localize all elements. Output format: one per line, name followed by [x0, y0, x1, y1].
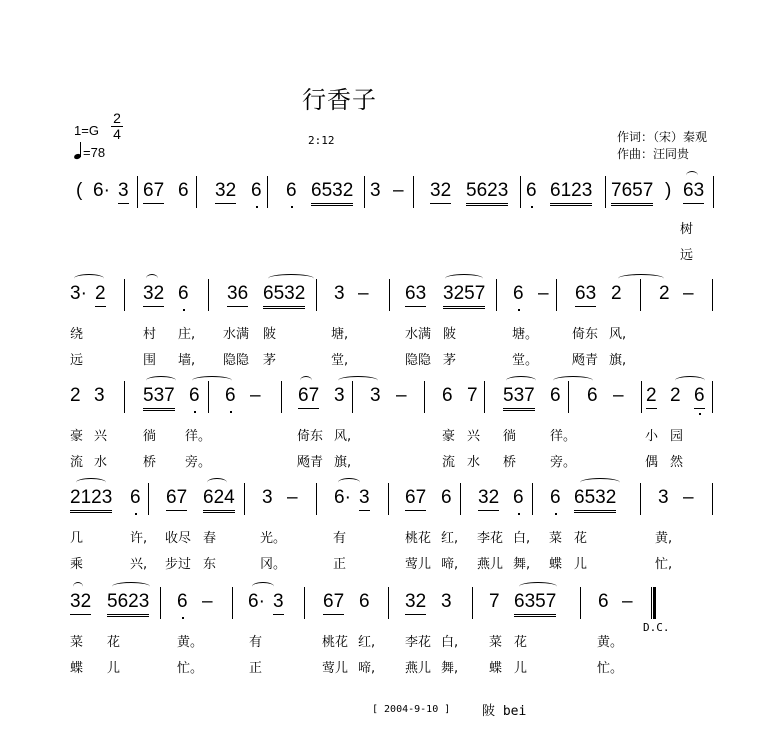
slur-arc	[76, 478, 106, 487]
lyric-verse-2: 飏青	[297, 455, 324, 470]
lyric-verse-1: 水满	[223, 327, 250, 342]
lyric-verse-2: 堂。	[512, 353, 539, 368]
lyric-verse-1: 徜	[503, 429, 517, 444]
note: 67	[143, 180, 164, 204]
lyric-verse-1: 白,	[513, 531, 531, 546]
time-denominator: 4	[113, 126, 121, 142]
note: 6	[550, 385, 561, 406]
lyric-verse-2: 蝶	[549, 557, 563, 572]
tempo-value: =78	[83, 145, 106, 160]
slur-arc	[268, 274, 314, 283]
barline	[389, 279, 390, 311]
lyric-verse-2: 蝶	[70, 661, 84, 676]
barline	[196, 176, 197, 208]
barline	[388, 587, 389, 619]
slur-arc	[146, 274, 158, 283]
slur-arc	[675, 376, 705, 385]
barline	[316, 279, 317, 311]
note: )	[665, 180, 672, 201]
lyric-verse-2: 乘	[70, 557, 84, 572]
note: 3	[359, 487, 370, 511]
note: 7	[489, 591, 500, 612]
note: 5623	[107, 591, 149, 617]
time-signature	[111, 112, 123, 141]
lyric-verse-2: 啼,	[358, 661, 376, 676]
note: 32	[143, 283, 164, 307]
low-octave-dot	[518, 309, 520, 311]
lyric-verse-1: 黄,	[655, 531, 673, 546]
note: 6357	[514, 591, 556, 617]
lyric-verse-2: 旁。	[550, 455, 577, 470]
lyric-verse-2: 茅	[443, 353, 457, 368]
lyric-verse-1: 塘,	[331, 327, 349, 342]
slur-arc	[506, 376, 536, 385]
note: –	[683, 283, 694, 304]
note: –	[393, 180, 404, 201]
lyric-verse-1: 水满	[405, 327, 432, 342]
lyric-verse-1: 陂	[263, 327, 277, 342]
note: 6	[189, 385, 200, 406]
note: 6	[441, 487, 452, 508]
barline	[713, 176, 714, 208]
note: 6	[251, 180, 262, 201]
barline	[232, 587, 233, 619]
note: 3	[94, 385, 105, 406]
note: –	[538, 283, 549, 304]
note: 3	[658, 487, 669, 508]
note: 2	[95, 283, 106, 307]
lyric-verse-2: 流	[70, 455, 84, 470]
lyric-verse-2: 堂,	[331, 353, 349, 368]
lyric-verse-1: 豪	[442, 429, 456, 444]
lyric-verse-1: 红,	[358, 635, 376, 650]
barline	[520, 176, 521, 208]
note: –	[622, 591, 633, 612]
barline	[640, 483, 641, 515]
lyric-verse-1: 豪	[70, 429, 84, 444]
score-row	[0, 283, 774, 368]
note: 6123	[550, 180, 592, 206]
low-octave-dot	[518, 513, 520, 515]
note: 6	[513, 487, 524, 508]
tempo-marking	[74, 142, 105, 160]
barline	[580, 587, 581, 619]
note: 6	[550, 487, 561, 508]
lyric-verse-1: 有	[333, 531, 347, 546]
note: –	[396, 385, 407, 406]
slur-arc	[519, 582, 557, 591]
note: 32	[478, 487, 499, 511]
lyric-verse-2: 莺儿	[322, 661, 349, 676]
lyric-verse-1: 倚东	[297, 429, 324, 444]
lyric-verse-1: 花	[574, 531, 588, 546]
lyric-verse-1: 塘。	[512, 327, 539, 342]
lyric-verse-1: 春	[203, 531, 217, 546]
lyric-verse-2: 燕儿	[477, 557, 504, 572]
lyric-verse-2: 忙。	[177, 661, 204, 676]
note: 537	[143, 385, 175, 411]
slur-arc	[686, 171, 698, 180]
note: 6	[286, 180, 297, 201]
lyric-verse-1: 黄。	[177, 635, 204, 650]
low-octave-dot	[194, 411, 196, 413]
barline	[712, 483, 713, 515]
lyric-verse-2: 围	[143, 353, 157, 368]
barline	[424, 381, 425, 413]
note: 6	[130, 487, 141, 508]
note: 32	[70, 591, 91, 615]
note: 3·	[70, 283, 87, 304]
low-octave-dot	[256, 206, 258, 208]
note: 3	[262, 487, 273, 508]
barline	[208, 381, 209, 413]
barline	[640, 279, 641, 311]
slur-arc	[252, 582, 274, 591]
note: 67	[298, 385, 319, 409]
lyric-verse-2: 东	[203, 557, 217, 572]
score-row	[0, 180, 774, 263]
note: 3	[441, 591, 452, 612]
low-octave-dot	[291, 206, 293, 208]
slur-arc	[74, 274, 104, 283]
note: 63	[575, 283, 596, 307]
barline	[496, 279, 497, 311]
footer-date: [ 2004-9-10 ]	[372, 704, 451, 715]
key-signature: 1=G	[74, 123, 99, 138]
lyric-verse-2: 隐隐	[223, 353, 250, 368]
barline	[364, 176, 365, 208]
lyric-verse-1: 兴	[467, 429, 481, 444]
low-octave-dot	[555, 513, 557, 515]
lyric-verse-1: 徉。	[185, 429, 212, 444]
low-octave-dot	[182, 617, 184, 619]
lyric-verse-1: 李花	[477, 531, 504, 546]
lyric-verse-1: 风,	[334, 429, 352, 444]
note: 624	[203, 487, 235, 513]
lyric-verse-2: 正	[249, 661, 263, 676]
slur-arc	[73, 582, 83, 591]
barline	[484, 381, 485, 413]
barline	[267, 176, 268, 208]
note: 6·	[334, 487, 351, 508]
lyric-verse-1: 桃花	[405, 531, 432, 546]
slur-arc	[445, 274, 483, 283]
lyric-verse-1: 几	[70, 531, 84, 546]
lyric-verse-2: 忙,	[655, 557, 673, 572]
note: 3257	[443, 283, 485, 309]
lyric-verse-2: 桥	[503, 455, 517, 470]
lyric-verse-2: 莺儿	[405, 557, 432, 572]
slur-arc	[146, 376, 176, 385]
barline	[160, 587, 161, 619]
note: 6·	[93, 180, 110, 201]
slur-arc	[618, 274, 664, 283]
lyricist-credit: 作词：（宋）秦观	[617, 130, 708, 144]
note: 6	[526, 180, 537, 201]
song-title: 行香子	[302, 86, 377, 114]
lyric-verse-1: 倚东	[572, 327, 599, 342]
lyric-verse-2: 舞,	[513, 557, 531, 572]
lyric-verse-1: 兴	[94, 429, 108, 444]
lyric-verse-2: 偶	[645, 455, 659, 470]
lyric-verse-2: 正	[333, 557, 347, 572]
note: 2	[646, 385, 657, 409]
lyric-verse-2: 冈。	[260, 557, 287, 572]
barline	[568, 381, 569, 413]
da-capo-mark: D.C.	[643, 621, 670, 634]
lyric-verse-1: 徉。	[550, 429, 577, 444]
lyric-verse-2: 步过	[165, 557, 192, 572]
barline	[124, 381, 125, 413]
lyric-verse-2: 忙。	[597, 661, 624, 676]
slur-arc	[300, 376, 312, 385]
note: 3	[370, 385, 381, 406]
note: 6532	[574, 487, 616, 513]
note: 6532	[263, 283, 305, 309]
lyric-verse-2: 流	[442, 455, 456, 470]
note: 32	[430, 180, 451, 204]
note: 67	[323, 591, 344, 615]
barline	[388, 483, 389, 515]
note: –	[613, 385, 624, 406]
lyric-verse-2: 旁。	[185, 455, 212, 470]
barline	[556, 279, 557, 311]
barline	[532, 483, 533, 515]
note: 6	[442, 385, 453, 406]
barline	[137, 176, 138, 208]
lyric-verse-1: 菜	[549, 531, 563, 546]
note: –	[287, 487, 298, 508]
slur-arc	[338, 376, 378, 385]
barline	[352, 381, 353, 413]
lyric-verse-2: 水	[94, 455, 108, 470]
note: 2	[611, 283, 622, 304]
note: 6	[587, 385, 598, 406]
barline	[281, 381, 282, 413]
quarter-note-icon	[74, 142, 83, 160]
lyric-verse-1: 菜	[70, 635, 84, 650]
note: –	[683, 487, 694, 508]
lyric-verse-1: 红,	[441, 531, 459, 546]
lyric-verse-1: 陂	[443, 327, 457, 342]
note: 67	[405, 487, 426, 511]
note: 36	[227, 283, 248, 307]
note: 3	[334, 385, 345, 406]
note: 2	[659, 283, 670, 304]
note: 3	[370, 180, 381, 201]
note: 7	[467, 385, 478, 406]
barline	[712, 381, 713, 413]
slur-arc	[553, 376, 593, 385]
lyric-verse-1: 花	[107, 635, 121, 650]
note: 6	[177, 591, 188, 612]
barline	[304, 587, 305, 619]
lyric-verse-1: 许,	[130, 531, 148, 546]
slur-arc	[207, 478, 227, 487]
note: 32	[405, 591, 426, 615]
final-barline	[651, 587, 656, 619]
time-numerator: 2	[113, 110, 121, 126]
lyric-verse-1: 花	[514, 635, 528, 650]
note: 32	[215, 180, 236, 204]
lyric-verse-1: 园	[670, 429, 684, 444]
lyric-verse-1: 收尽	[165, 531, 192, 546]
note: 3	[334, 283, 345, 304]
barline	[712, 279, 713, 311]
note: 6	[178, 283, 189, 304]
slur-arc	[580, 478, 620, 487]
lyric-verse-1: 有	[249, 635, 263, 650]
note: 2123	[70, 487, 112, 513]
barline	[472, 587, 473, 619]
note: (	[76, 180, 83, 201]
lyric-verse-1: 风,	[609, 327, 627, 342]
note: 6	[598, 591, 609, 612]
lyric-verse-2: 儿	[107, 661, 121, 676]
note: 63	[683, 180, 704, 204]
lyric-verse-2: 远	[70, 353, 84, 368]
barline	[316, 483, 317, 515]
note: 3	[118, 180, 129, 204]
barline	[244, 483, 245, 515]
score-row	[0, 591, 774, 676]
lyric-verse-1: 村	[143, 327, 157, 342]
barline	[208, 279, 209, 311]
score-row	[0, 487, 774, 572]
lyric-verse-2: 蝶	[489, 661, 503, 676]
low-octave-dot	[135, 513, 137, 515]
lyric-verse-2: 旗,	[334, 455, 352, 470]
lyric-verse-1: 菜	[489, 635, 503, 650]
lyric-verse-2: 兴,	[130, 557, 148, 572]
note: 67	[166, 487, 187, 511]
note: –	[202, 591, 213, 612]
barline	[641, 381, 642, 413]
note: 5623	[466, 180, 508, 206]
lyric-verse-1: 桃花	[322, 635, 349, 650]
lyric-verse-2: 飏青	[572, 353, 599, 368]
lyric-verse-1: 光。	[260, 531, 287, 546]
note: 2	[670, 385, 681, 406]
lyric-verse-1: 白,	[441, 635, 459, 650]
note: 7657	[611, 180, 653, 206]
note: 6	[178, 180, 189, 201]
duration: 2:12	[308, 134, 335, 147]
lyric-verse-2: 儿	[514, 661, 528, 676]
note: –	[250, 385, 261, 406]
note: –	[358, 283, 369, 304]
lyric-verse-2: 儿	[574, 557, 588, 572]
lyric-verse-1: 黄。	[597, 635, 624, 650]
note: 3	[273, 591, 284, 615]
slur-arc	[112, 582, 150, 591]
note: 6532	[311, 180, 353, 206]
low-octave-dot	[183, 309, 185, 311]
low-octave-dot	[699, 413, 701, 415]
note: 6	[694, 385, 705, 409]
slur-arc	[338, 478, 360, 487]
lyric-verse-1: 绕	[70, 327, 84, 342]
lyric-verse-2: 茅	[263, 353, 277, 368]
note: 6·	[248, 591, 265, 612]
low-octave-dot	[531, 206, 533, 208]
lyric-verse-2: 燕儿	[405, 661, 432, 676]
note: 6	[225, 385, 236, 406]
lyric-verse-2: 旗,	[609, 353, 627, 368]
barline	[413, 176, 414, 208]
note: 6	[359, 591, 370, 612]
barline	[460, 483, 461, 515]
lyric-verse-2: 然	[670, 455, 684, 470]
composer-credit: 作曲：汪同贵	[617, 147, 690, 161]
lyric-verse-2: 桥	[143, 455, 157, 470]
score-row	[0, 385, 774, 470]
barline	[605, 176, 606, 208]
note: 537	[503, 385, 535, 411]
barline	[124, 279, 125, 311]
lyric-verse-2: 远	[680, 248, 694, 263]
slur-arc	[192, 376, 232, 385]
lyric-verse-1: 小	[645, 429, 659, 444]
footer-author: 陂 bei	[482, 704, 527, 719]
lyric-verse-2: 隐隐	[405, 353, 432, 368]
lyric-verse-1: 庄,	[178, 327, 196, 342]
note: 63	[405, 283, 426, 307]
lyric-verse-1: 徜	[143, 429, 157, 444]
lyric-verse-2: 舞,	[441, 661, 459, 676]
lyric-verse-2: 墙,	[178, 353, 196, 368]
low-octave-dot	[230, 411, 232, 413]
note: 6	[513, 283, 524, 304]
lyric-verse-2: 啼,	[441, 557, 459, 572]
lyric-verse-1: 李花	[405, 635, 432, 650]
note: 2	[70, 385, 81, 406]
barline	[148, 483, 149, 515]
lyric-verse-2: 水	[467, 455, 481, 470]
lyric-verse-1: 树	[680, 222, 694, 237]
